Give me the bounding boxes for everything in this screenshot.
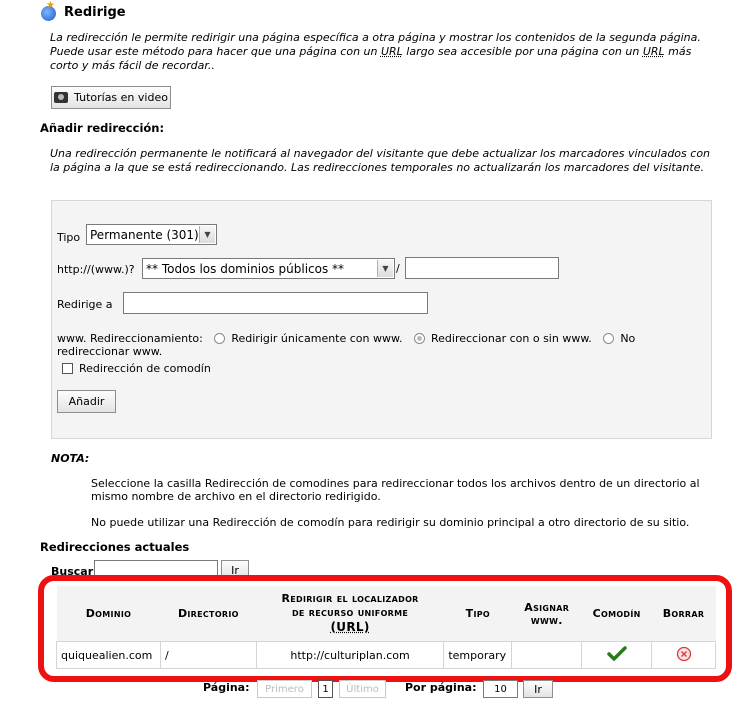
pager-last[interactable]: Último bbox=[339, 680, 386, 698]
radio-www-optional[interactable] bbox=[414, 333, 425, 344]
globe-star-icon: ★ bbox=[40, 3, 58, 21]
cell-url: http://culturiplan.com bbox=[256, 642, 444, 669]
note-title: NOTA: bbox=[51, 452, 90, 465]
redirect-to-input[interactable] bbox=[123, 292, 428, 314]
domain-select[interactable]: ** Todos los dominios públicos ** ▼ bbox=[142, 258, 395, 279]
video-tutorials-button[interactable]: Tutorías en video bbox=[51, 86, 171, 109]
cell-type: temporary bbox=[444, 642, 512, 669]
col-www[interactable]: Asignar www. bbox=[512, 586, 582, 642]
col-delete: Borrar bbox=[652, 586, 716, 642]
col-directory[interactable]: Directorio bbox=[160, 586, 256, 642]
intro-text: La redirección le permite redirigir una página específica a otra página y mostrar los contenidos de la segunda página. Puede usar este método para hacer que una página con un URL largo sea accesible por una página con un URL más corto y más fácil de recordar.. bbox=[50, 31, 701, 72]
note-paragraph-1: Seleccione la casilla Redirección de comodines para redireccionar todos los archivos dentro de un directorio al mismo nombre de archivo en el directorio redirigido. bbox=[91, 477, 700, 503]
per-page-label: Por página: bbox=[405, 681, 477, 694]
search-go-button[interactable]: Ir bbox=[221, 560, 249, 580]
type-select[interactable]: Permanente (301) ▼ bbox=[86, 224, 217, 245]
url-abbr: (URL) bbox=[330, 620, 370, 634]
chevron-down-icon: ▼ bbox=[199, 226, 215, 243]
url-abbr: URL bbox=[380, 45, 403, 58]
pager-first[interactable]: Primero bbox=[257, 680, 312, 698]
current-redirects-title: Redirecciones actuales bbox=[40, 540, 190, 554]
col-type[interactable]: Tipo bbox=[444, 586, 512, 642]
page-header bbox=[40, 0, 126, 21]
col-domain[interactable]: Dominio bbox=[57, 586, 161, 642]
per-page-go-button[interactable]: Ir bbox=[523, 680, 553, 698]
wildcard-checkbox[interactable] bbox=[62, 363, 73, 374]
search-label: Buscar bbox=[51, 565, 94, 578]
camera-icon bbox=[54, 92, 68, 103]
pager-label: Página: bbox=[203, 681, 250, 694]
add-redirect-description: Una redirección permanente le notificará al navegador del visitante que debe actualizar los marcadores vinculados con la página a la que se está redireccionando. Las redirecciones temporales no actualizarán los marcadores del visitante. bbox=[50, 147, 711, 174]
note-paragraph-2: No puede utilizar una Redirección de comodín para redirigir su dominio principal a otro directorio de su sitio. bbox=[91, 516, 690, 529]
col-wildcard: Comodín bbox=[582, 586, 652, 642]
add-redirect-title: Añadir redirección: bbox=[40, 121, 165, 135]
cell-directory: / bbox=[160, 642, 256, 669]
radio-no-www[interactable] bbox=[603, 333, 614, 344]
path-input[interactable] bbox=[405, 257, 559, 279]
radio-www-only[interactable] bbox=[214, 333, 225, 344]
url-abbr: URL bbox=[642, 45, 665, 58]
domain-prefix: http://(www.)? bbox=[57, 263, 135, 276]
highlight-frame bbox=[38, 575, 732, 682]
cell-domain: quiquealien.com bbox=[57, 642, 161, 669]
www-redirect-group: www. Redireccionamiento: Redirigir únicamente con www. Redireccionar con o sin www. No redireccionar www. bbox=[57, 332, 636, 358]
chevron-down-icon: ▼ bbox=[377, 260, 393, 277]
wildcard-row: Redirección de comodín bbox=[62, 362, 211, 375]
page-title: Redirige bbox=[64, 4, 126, 20]
add-redirect-form bbox=[51, 200, 712, 439]
per-page-input[interactable]: 10 bbox=[483, 680, 518, 698]
type-label: Tipo bbox=[57, 231, 81, 244]
redirect-to-label: Redirige a bbox=[57, 298, 113, 311]
col-url[interactable]: Redirigir el localizador de recurso uniforme (URL) bbox=[256, 586, 444, 642]
pager-current[interactable]: 1 bbox=[318, 680, 333, 698]
path-slash: / bbox=[396, 262, 400, 275]
add-button[interactable]: Añadir bbox=[57, 390, 116, 413]
